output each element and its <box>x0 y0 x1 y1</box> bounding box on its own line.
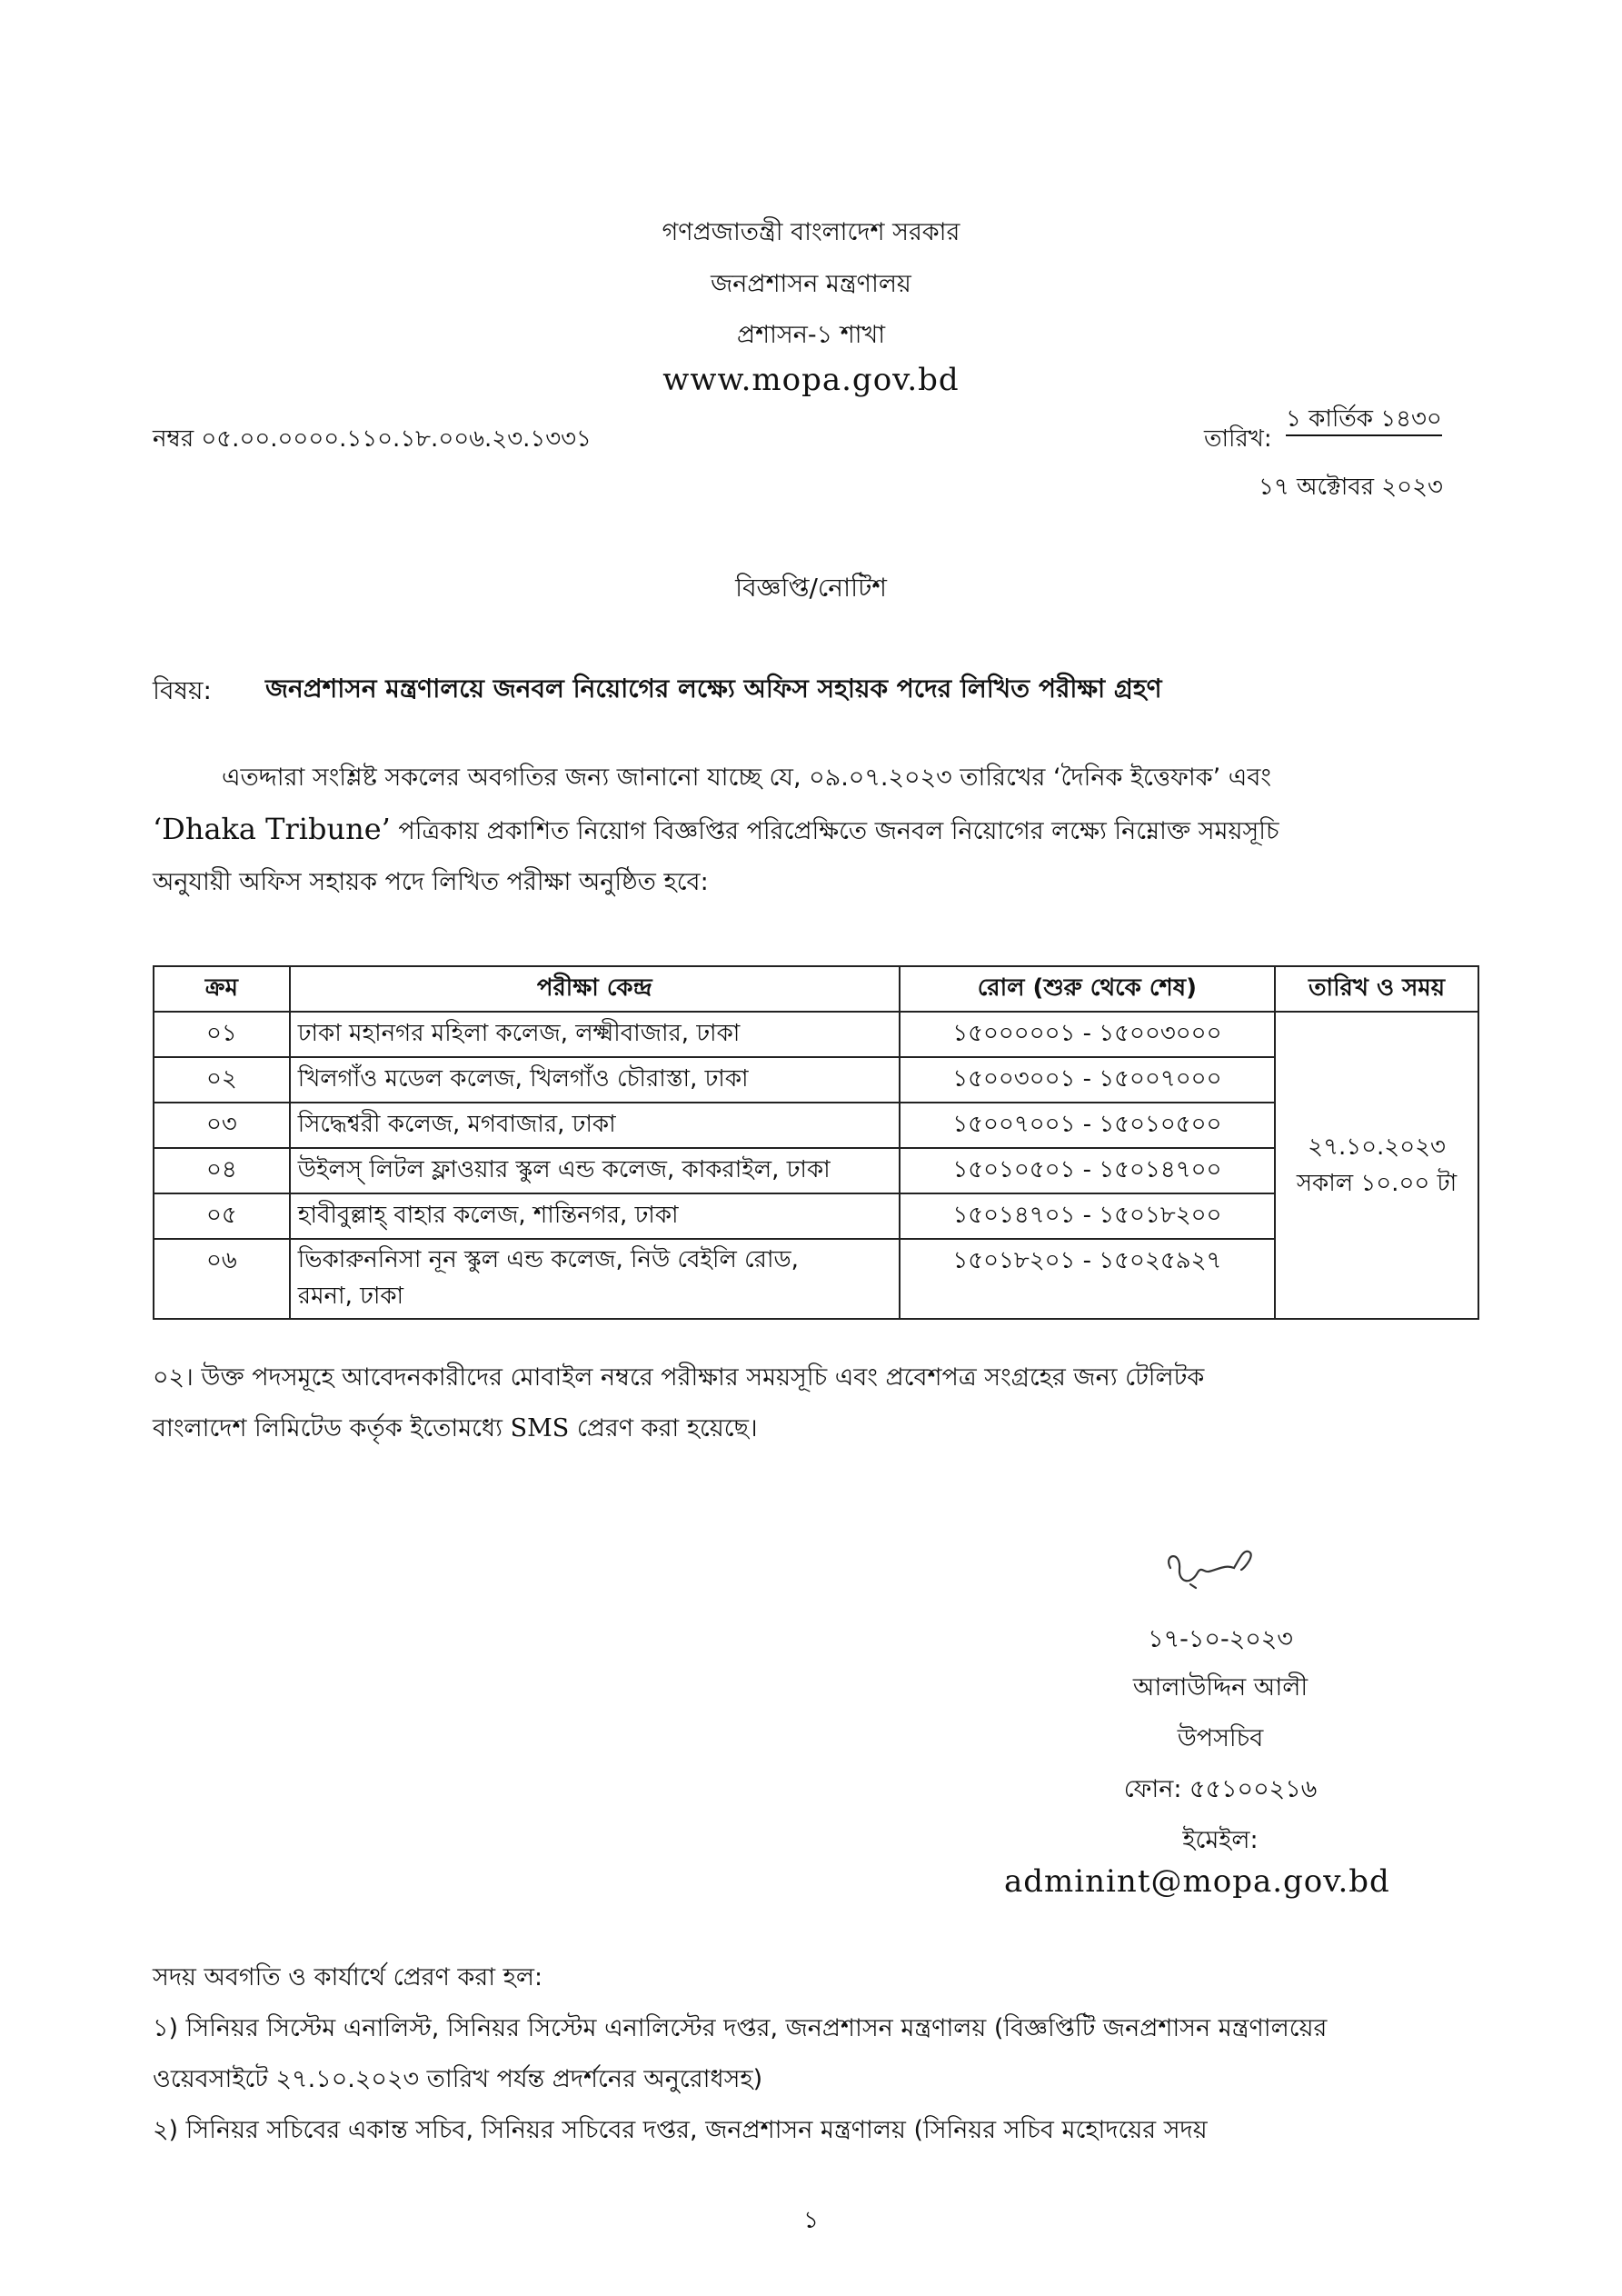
row-center: উইলস্ লিটল ফ্লাওয়ার স্কুল এন্ড কলেজ, কাকরাইল, ঢাকা <box>290 1148 900 1193</box>
exam-date-time-cell <box>1275 1012 1478 1319</box>
notice-title: বিজ্ঞপ্তি/নোটিশ <box>735 573 887 603</box>
memo-number: নম্বর ০৫.০০.০০০০.১১০.১৮.০০৬.২৩.১৩৩১ <box>153 425 592 453</box>
row-roll: ১৫০০০০০১ - ১৫০০৩০০০ <box>900 1012 1275 1057</box>
sms-line-2a: বাংলাদেশ লিমিটেড কর্তৃক ইতোমধ্যে <box>153 1414 511 1442</box>
row-roll: ১৫০০৩০০১ - ১৫০০৭০০০ <box>900 1057 1275 1103</box>
signature-date: ১৭-১০-২০২৩ <box>1148 1625 1293 1653</box>
website-link[interactable]: www.mopa.gov.bd <box>662 362 960 398</box>
intro-line-2 <box>153 804 1479 857</box>
date-bangla <box>1286 400 1442 440</box>
distribution-item-1-line-2: ওয়েবসাইটে ২৭.১০.২০২৩ তারিখ পর্যন্ত প্রদর্শনের অনুরোধসহ) <box>153 2065 763 2093</box>
row-serial: ০২ <box>154 1057 290 1103</box>
row-serial: ০৩ <box>154 1103 290 1148</box>
header-center: পরীক্ষা কেন্দ্র <box>290 966 900 1012</box>
sms-paragraph <box>153 1353 1479 1454</box>
row-serial: ০১ <box>154 1012 290 1057</box>
sms-line-1: ০২। উক্ত পদসমূহে আবেদনকারীদের মোবাইল নম্বরে পরীক্ষার সময়সূচি এবং প্রবেশপত্র সংগ্রহের জন্য টেলিটক <box>153 1363 1205 1392</box>
sms-line-2b: প্রেরণ করা হয়েছে। <box>569 1414 758 1442</box>
row-center <box>290 1239 900 1319</box>
signatory-phone: ফোন: ৫৫১০০২১৬ <box>1123 1775 1318 1803</box>
distribution-list <box>153 1952 1479 2156</box>
row-roll: ১৫০১৪৭০১ - ১৫০১৮২০০ <box>900 1193 1275 1239</box>
row-center: ঢাকা মহানগর মহিলা কলেজ, লক্ষ্মীবাজার, ঢাকা <box>290 1012 900 1057</box>
government-title: গণপ্রজাতন্ত্রী বাংলাদেশ সরকার <box>662 218 960 246</box>
row-serial: ০৬ <box>154 1239 290 1319</box>
row-serial: ০৪ <box>154 1148 290 1193</box>
distribution-heading: সদয় অবগতি ও কার্যার্থে প্রেরণ করা হল: <box>153 1963 543 1992</box>
row-center: হাবীবুল্লাহ্ বাহার কলেজ, শান্তিনগর, ঢাকা <box>290 1193 900 1239</box>
sms-line-2 <box>153 1403 1479 1454</box>
distribution-item-1-line-1: ১) সিনিয়র সিস্টেম এনালিস্ট, সিনিয়র সিস্টেম এনালিস্টের দপ্তর, জনপ্রশাসন মন্ত্রণালয় (বিজ্ঞপ্তিটি জনপ্রশাসন মন্ত্রণালয়ের <box>153 2014 1328 2042</box>
page-number: ১ <box>803 2207 819 2234</box>
date-bangla-value: ১ কার্তিক ১৪৩০ <box>1286 405 1442 436</box>
signatory-email-label: ইমেইল: <box>1182 1826 1259 1854</box>
intro-line-1: এতদ্দারা সংশ্লিষ্ট সকলের অবগতির জন্য জানানো যাচ্ছে যে, ০৯.০৭.২০২৩ তারিখের ‘দৈনিক ইত্তেফাক’ এবং <box>222 764 1271 792</box>
signatory-designation: উপসচিব <box>1177 1724 1264 1752</box>
sms-text: SMS <box>510 1414 570 1442</box>
dhaka-tribune-text: ‘Dhaka Tribune’ <box>153 812 391 846</box>
subject-text: জনপ্রশাসন মন্ত্রণালয়ে জনবল নিয়োগের লক্ষ্যে অফিস সহায়ক পদের লিখিত পরীক্ষা গ্রহণ <box>265 674 1162 704</box>
row-center: সিদ্ধেশ্বরী কলেজ, মগবাজার, ঢাকা <box>290 1103 900 1148</box>
exam-schedule-table <box>153 965 1479 1320</box>
header-date-time: তারিখ ও সময় <box>1275 966 1478 1012</box>
row-roll: ১৫০১৮২০১ - ১৫০২৫৯২৭ <box>900 1239 1275 1319</box>
subject-label: বিষয়: <box>153 675 212 705</box>
exam-time: সকাল ১০.০০ টা <box>1296 1170 1458 1197</box>
row-center-line-1: ভিকারুননিসা নূন স্কুল এন্ড কলেজ, নিউ বেইলি রোড, <box>297 1246 799 1273</box>
row-serial: ০৫ <box>154 1193 290 1239</box>
intro-line-2-text: পত্রিকায় প্রকাশিত নিয়োগ বিজ্ঞপ্তির পরিপ্রেক্ষিতে জনবল নিয়োগের লক্ষ্যে নিম্নোক্ত সময়সূচি <box>390 817 1279 845</box>
signature-image <box>1154 1532 1281 1604</box>
table-header-row <box>154 966 1478 1012</box>
row-roll: ১৫০০৭০০১ - ১৫০১০৫০০ <box>900 1103 1275 1148</box>
header-serial: ক্রম <box>154 966 290 1012</box>
row-center-line-2: রমনা, ঢাকা <box>297 1283 404 1310</box>
ministry-title: জনপ্রশাসন মন্ত্রণালয় <box>711 270 911 298</box>
exam-date: ২৭.১০.২০২৩ <box>1308 1133 1446 1161</box>
date-label: তারিখ: <box>1204 425 1272 453</box>
date-gregorian: ১৭ অক্টোবর ২০২৩ <box>1259 474 1443 501</box>
intro-line-3: অনুযায়ী অফিস সহায়ক পদে লিখিত পরীক্ষা অনুষ্ঠিত হবে: <box>153 868 709 896</box>
row-center: খিলগাঁও মডেল কলেজ, খিলগাঁও চৌরাস্তা, ঢাকা <box>290 1057 900 1103</box>
signatory-email[interactable]: adminint@mopa.gov.bd <box>1004 1863 1390 1900</box>
intro-paragraph <box>153 753 1479 908</box>
table-row <box>154 1012 1478 1057</box>
row-roll: ১৫০১০৫০১ - ১৫০১৪৭০০ <box>900 1148 1275 1193</box>
signatory-name: আলাউদ্দিন আলী <box>1132 1673 1309 1702</box>
distribution-item-2-line-1: ২) সিনিয়র সচিবের একান্ত সচিব, সিনিয়র সচিবের দপ্তর, জনপ্রশাসন মন্ত্রণালয় (সিনিয়র সচিব মহোদয়ের সদয় <box>153 2116 1208 2144</box>
branch-title: প্রশাসন-১ শাখা <box>736 321 886 349</box>
header-roll: রোল (শুরু থেকে শেষ) <box>900 966 1275 1012</box>
